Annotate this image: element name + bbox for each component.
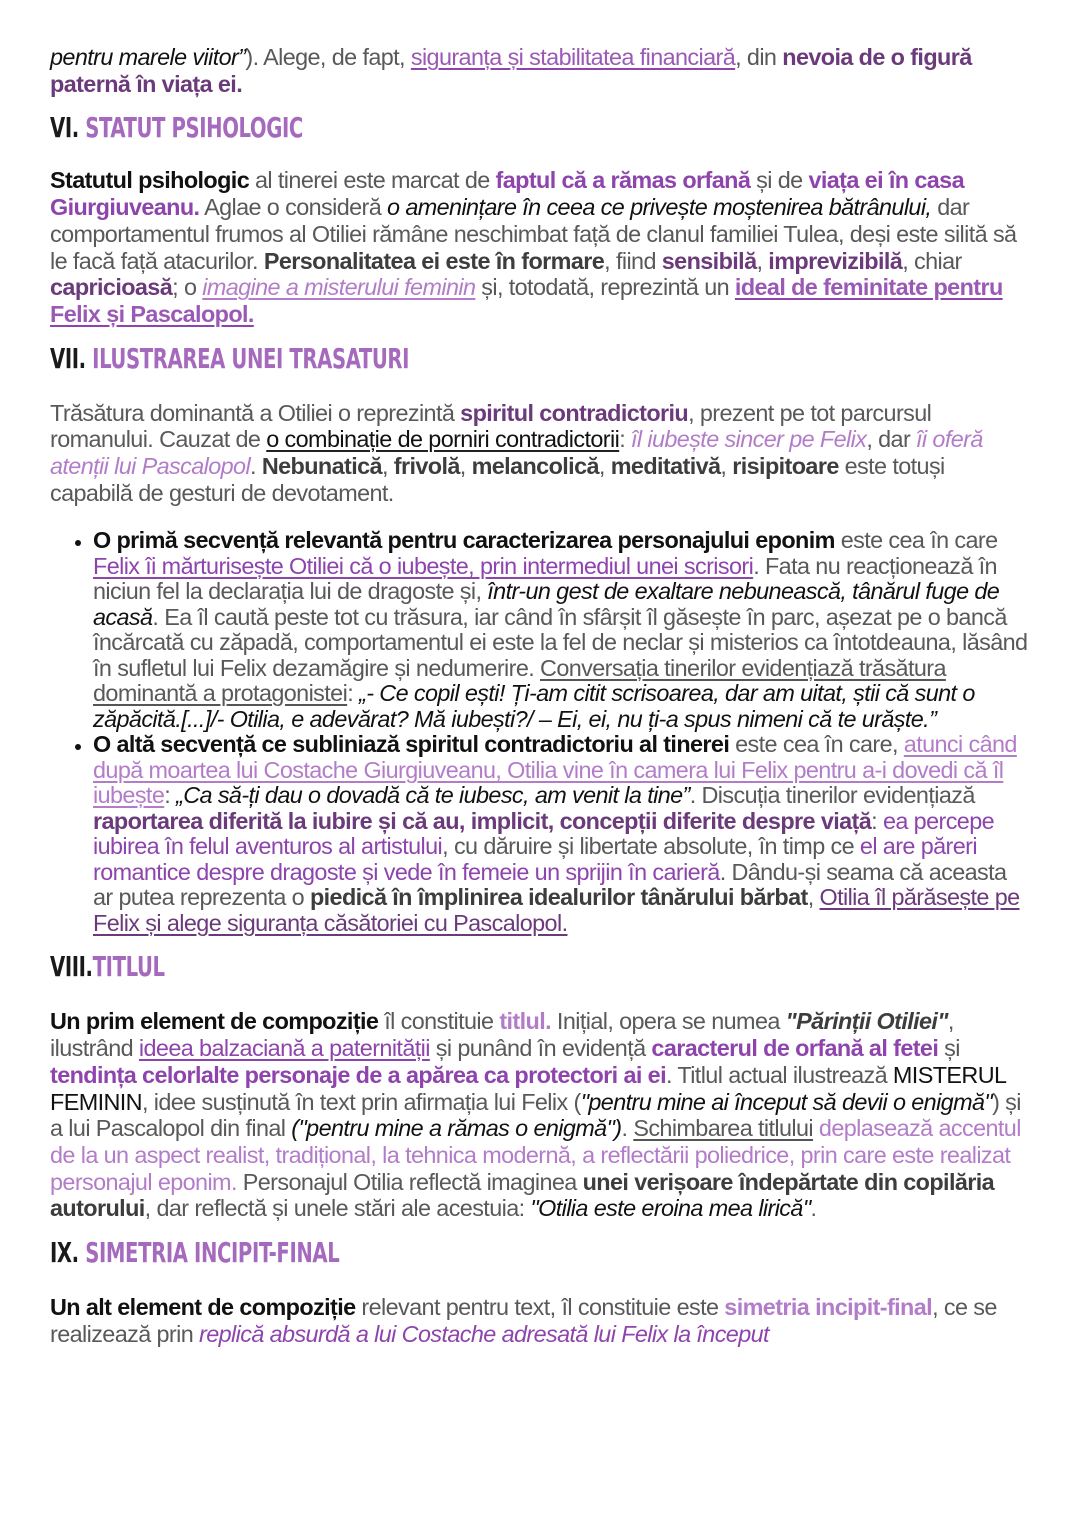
text: simetria incipit-final — [724, 1294, 933, 1321]
text: , — [720, 453, 733, 480]
text: spiritul contradictoriu — [460, 399, 689, 426]
text: . — [250, 453, 262, 480]
text: risipitoare — [732, 453, 839, 480]
text: "Otilia este eroina mea lirică" — [530, 1195, 811, 1222]
text: este cea în care — [834, 527, 998, 554]
text: , — [459, 453, 472, 480]
heading-number: VIII. — [50, 950, 93, 984]
section-heading-vi — [50, 111, 814, 145]
text: ) și a lui Pascalopol din final — [50, 1088, 1021, 1142]
section-vi-paragraph — [50, 167, 1030, 327]
text: Trăsătura dominantă a Otiliei o reprezintă — [50, 399, 461, 426]
text: Aglae o consideră — [199, 194, 388, 221]
text: "Părinții Otiliei" — [785, 1008, 948, 1035]
text: O primă secvență relevantă pentru caracterizarea personajului eponim — [93, 527, 835, 554]
text: imprevizibilă — [768, 247, 903, 274]
text: frivolă — [393, 453, 460, 480]
text: este totuși capabilă de gesturi de devotament. — [50, 453, 945, 506]
highlight-underlined: siguranța și stabilitatea financiară — [410, 44, 736, 70]
text: , chiar — [902, 247, 962, 274]
text: unei verișoare îndepărtate din copilăria autorului — [50, 1168, 995, 1222]
text: capricioasă — [50, 274, 173, 301]
text: Inițial, opera se numea — [551, 1008, 786, 1035]
text: Personajul Otilia reflectă imaginea — [236, 1168, 583, 1195]
text: o combinație de porniri contradictorii — [266, 426, 620, 453]
sequence-list — [50, 528, 1030, 936]
text: . Fata nu reacționează în niciun fel la declarația lui de dragoste și, — [93, 552, 997, 605]
text: „- Ce copil ești! Ți-am citit scrisoarea, dar am uitat, știi că sunt o zăpăcită.[...]/- Otilia, e adevărat? Mă iubești?/ – Ei, ei, nu ți-a spus nimeni că te urăște.” — [93, 680, 975, 732]
heading-number: VII. — [50, 341, 93, 375]
heading-number: IX. — [50, 1236, 86, 1270]
text: piedică în împlinirea idealurilor tânărului bărbat — [309, 884, 808, 911]
text: Conversația tinerilor evidențiază trăsătura dominantă a protagonistei — [93, 654, 946, 707]
text: : — [871, 807, 883, 834]
text: . — [621, 1115, 634, 1142]
text: , cu dăruire și libertate absolute, în timp ce — [442, 833, 860, 860]
section-heading-viii — [50, 950, 814, 984]
text: și — [938, 1035, 960, 1062]
text: , — [598, 453, 611, 480]
text: : — [164, 782, 177, 809]
text: și punând în evidență — [429, 1035, 652, 1062]
text: ("pentru mine a rămas o enigmă") — [291, 1115, 622, 1142]
text: și, totodată, reprezintă un — [475, 274, 735, 301]
text: „Ca să-ți dau o dovadă că te iubesc, am venit la tine” — [176, 782, 690, 809]
text: . — [810, 1195, 817, 1222]
quote-fragment: pentru marele viitor” — [50, 44, 246, 70]
highlight-bold: nevoia de o figură paternă în viața ei. — [50, 44, 972, 97]
text: ideea balzaciană a paternității — [138, 1035, 430, 1062]
text: tendința celorlalte personaje de a apărea ca protectori ai ei — [50, 1061, 666, 1088]
intro-paragraph — [50, 44, 1030, 97]
text: îl iubește sincer pe Felix — [631, 426, 867, 453]
text: , ilustrând — [50, 1008, 954, 1062]
heading-number: VI. — [50, 111, 86, 145]
heading-title: STATUT PSIHOLOGIC — [85, 111, 303, 145]
text: relevant pentru text, îl constituie este — [355, 1294, 725, 1321]
heading-title: ILUSTRAREA UNEI TRASATURI — [92, 341, 410, 375]
text: Personalitatea ei este în formare — [263, 247, 605, 274]
text: viața ei în casa Giurgiuveanu. — [50, 167, 964, 221]
heading-title: TITLUL — [92, 950, 165, 984]
text: ea percepe iubirea în felul aventuros al artistului — [93, 807, 995, 860]
text: este cea în care, — [729, 731, 904, 758]
text: Statutul psihologic — [50, 167, 250, 194]
section-ix-paragraph — [50, 1294, 1030, 1347]
text: într-un gest de exaltare nebunească, tânărul fuge de acasă — [93, 578, 1000, 630]
text: , idee susținută în text prin afirmația lui Felix ( — [141, 1088, 581, 1115]
text: dar comportamentul frumos al Otiliei rămâne neschimbat față de clanul familiei Tulea, deși este silită să le facă față atacurilor. — [50, 194, 1017, 274]
text: , prezent pe tot parcursul romanului. Cauzat de — [50, 399, 932, 453]
text: , — [807, 884, 820, 911]
heading-title: SIMETRIA INCIPIT-FINAL — [85, 1236, 340, 1270]
text: : — [619, 426, 631, 453]
text: îi oferă atenții lui Pascalopol — [50, 426, 983, 480]
text: Nebunatică — [261, 453, 382, 480]
text: , din — [735, 44, 783, 70]
text: melancolică — [471, 453, 599, 480]
text: . Titlul actual ilustrează — [666, 1061, 893, 1088]
text: raportarea diferită la iubire și că au, implicit, concepții diferite despre viață — [93, 807, 872, 834]
text: , dar reflectă și unele stări ale acestuia: — [144, 1195, 531, 1222]
text: Schimbarea titlului — [633, 1115, 814, 1142]
text: atunci când după moartea lui Costache Giurgiuveanu, Otilia vine în camera lui Felix pentru a-i dovedi că îl iubește — [93, 731, 1017, 809]
list-item — [93, 528, 1030, 732]
text: "pentru mine ai început să devii o enigmă" — [580, 1088, 993, 1115]
text: imagine a misterului feminin — [202, 274, 476, 301]
section-viii-paragraph — [50, 1008, 1030, 1222]
section-vii-paragraph — [50, 400, 1030, 507]
text: ). Alege, de fapt, — [245, 44, 411, 70]
text: ; o — [172, 274, 203, 301]
text: replică absurdă a lui Costache adresată lui Felix la început — [199, 1320, 769, 1347]
text: , fiind — [604, 247, 662, 274]
section-heading-vii — [50, 342, 814, 376]
text: Otilia îl părăsește pe Felix și alege siguranța căsătoriei cu Pascalopol. — [93, 884, 1020, 936]
text: titlul. — [499, 1008, 552, 1035]
text: îl constituie — [378, 1008, 500, 1035]
text: deplasează accentul de la un aspect realist, tradițional, la tehnica modernă, a reflectării poliedrice, prin care este realizat personajul eponim. — [50, 1115, 1021, 1195]
text: Un prim element de compoziție — [50, 1008, 379, 1035]
text: sensibilă — [661, 247, 757, 274]
text: caracterul de orfană al fetei — [651, 1035, 939, 1062]
text: . Discuția tinerilor evidențiază — [689, 782, 975, 809]
text: : — [347, 680, 359, 707]
text: ideal de feminitate pentru Felix și Pascalopol. — [50, 274, 1003, 327]
text: Un alt element de compoziție — [50, 1294, 356, 1321]
text: O altă secvență ce subliniază spiritul contradictoriu al tinerei — [93, 731, 730, 758]
text: . Ea îl caută peste tot cu trăsura, iar când în sfârșit îl găsește în parc, așezat pe o bancă încărcată cu zăpadă, comportamentul ei este la fel de neclar și misterios ca întotdeauna, lăsând în sufletul lui Felix dezamăgire și nedumerire. — [93, 603, 1028, 681]
text: al tinerei este marcat de — [249, 167, 496, 194]
text: , — [381, 453, 394, 480]
text: Felix îi mărturisește Otiliei că o iubește, prin intermediul unei scrisori — [93, 552, 754, 579]
text: MISTERUL FEMININ — [50, 1061, 1006, 1115]
text: faptul că a rămas orfană — [495, 167, 751, 194]
text: . Dându-și seama că aceasta ar putea reprezenta o — [93, 858, 1007, 911]
text: , dar — [866, 426, 917, 453]
list-item — [93, 732, 1030, 936]
text: meditativă — [610, 453, 721, 480]
text: și de — [750, 167, 809, 194]
text: , — [756, 247, 769, 274]
text: o amenințare în ceea ce privește moștenirea bătrânului, — [387, 194, 932, 221]
text: el are păreri romantice despre dragoste și vede în femeie un sprijin în carieră — [93, 833, 977, 885]
section-heading-ix — [50, 1236, 814, 1270]
text: , ce se realizează prin — [50, 1294, 997, 1347]
